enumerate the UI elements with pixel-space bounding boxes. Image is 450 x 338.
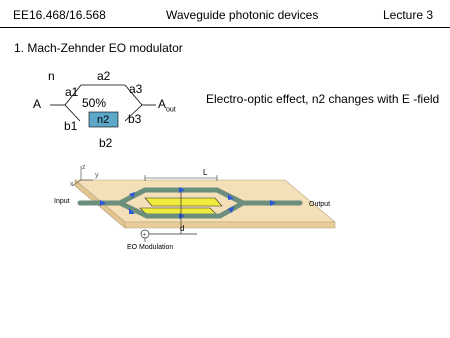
label-n: n bbox=[48, 69, 55, 83]
plus-sign: + bbox=[142, 232, 147, 239]
label-n2: n2 bbox=[97, 114, 110, 126]
label-b2: b2 bbox=[99, 136, 113, 150]
label-a1: a1 bbox=[65, 85, 79, 99]
output-label: Output bbox=[309, 201, 331, 208]
axis-x-label: x bbox=[70, 181, 74, 188]
label-output-subscript: out bbox=[166, 106, 176, 114]
header-divider bbox=[0, 27, 450, 28]
slide-title: Waveguide photonic devices bbox=[166, 8, 319, 22]
label-input-A: A bbox=[33, 97, 42, 111]
course-number: EE16.468/16.568 bbox=[13, 8, 106, 22]
label-a2: a2 bbox=[97, 69, 111, 83]
input-label: Input bbox=[54, 198, 70, 205]
axis-y-label: y bbox=[95, 172, 99, 179]
label-b1: b1 bbox=[64, 119, 78, 133]
axis-z-label: z bbox=[82, 164, 86, 171]
lecture-number: Lecture 3 bbox=[383, 8, 434, 22]
device-illustration bbox=[45, 162, 365, 282]
top-electrode bbox=[145, 198, 222, 206]
label-output-A: $A_{out}$ bbox=[158, 97, 176, 114]
length-label: L bbox=[203, 168, 208, 177]
eo-modulation-label: EO Modulation bbox=[127, 244, 174, 251]
substrate-front bbox=[125, 222, 335, 228]
section-title: 1. Mach-Zehnder EO modulator bbox=[14, 41, 183, 55]
label-percent: 50% bbox=[82, 96, 107, 110]
label-a3: a3 bbox=[129, 82, 143, 96]
label-b3: b3 bbox=[128, 112, 142, 126]
eo-description: Electro-optic effect, n2 changes with E -field bbox=[206, 92, 440, 106]
gap-label: d bbox=[180, 224, 185, 233]
